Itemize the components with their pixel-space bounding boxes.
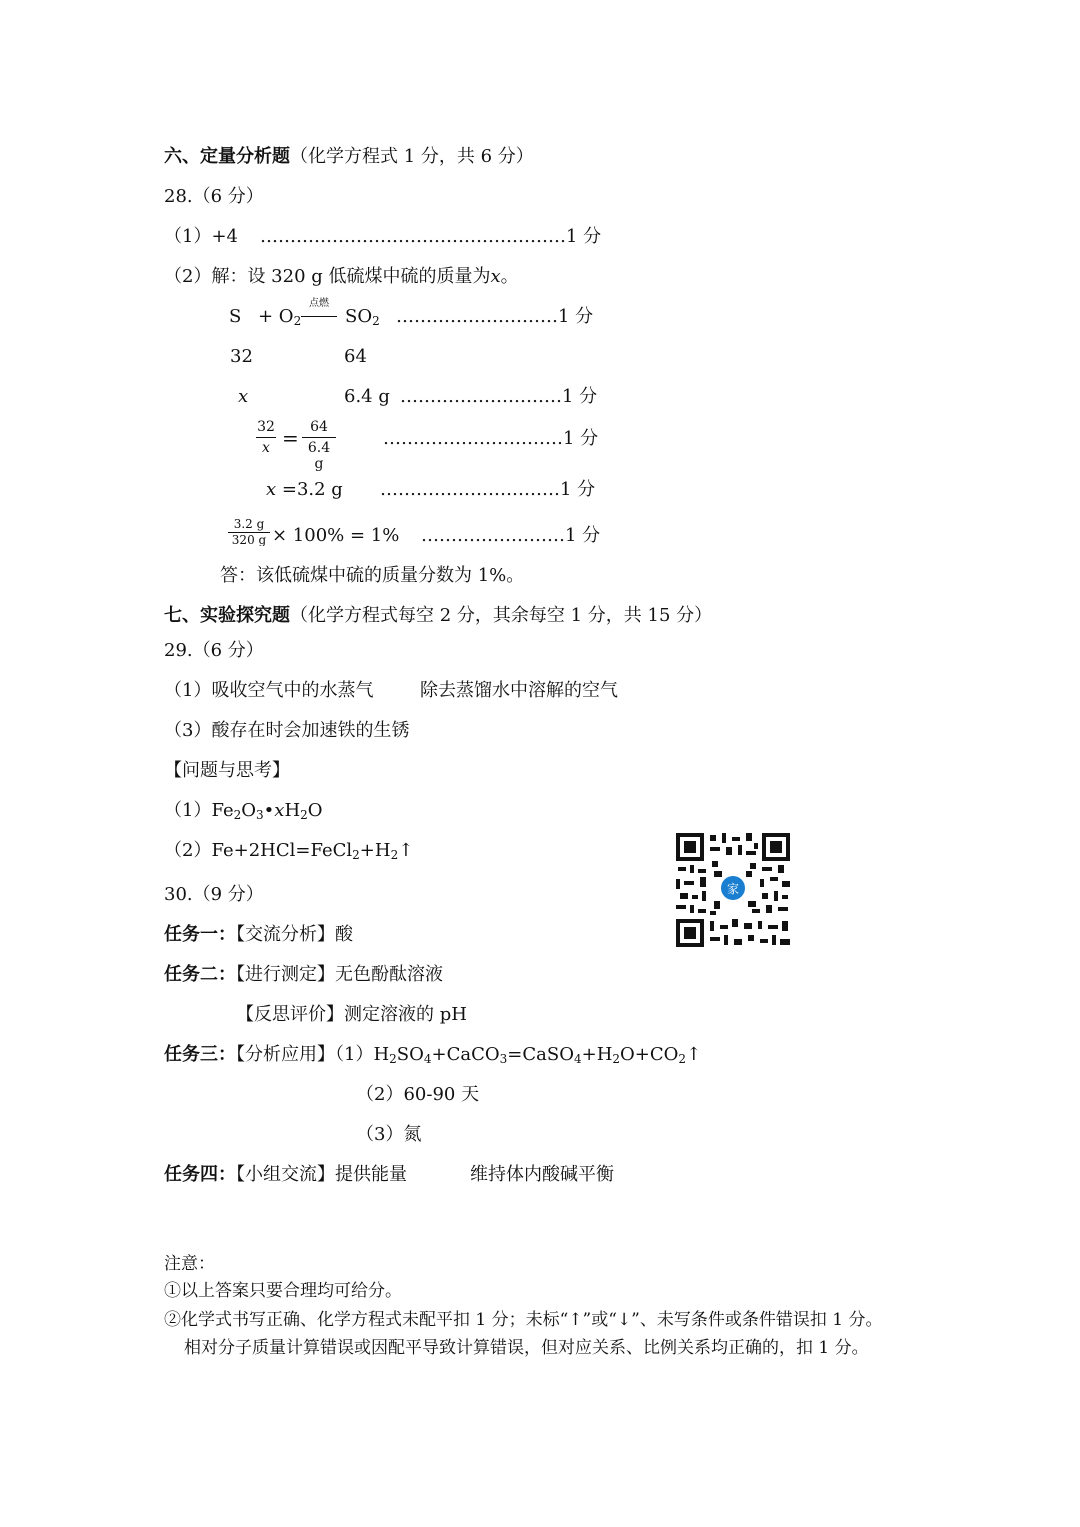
task3-tag: 【分析应用】: [236, 1044, 335, 1065]
x-result-score: …………………………1 分: [380, 479, 596, 500]
frac2-bar: [302, 437, 336, 438]
t3-e: +H: [581, 1044, 613, 1065]
q29-line1b: 除去蒸馏水中溶解的空气: [420, 680, 618, 701]
section-7-note: （化学方程式每空 2 分，其余每空 1 分，共 15 分）: [290, 605, 713, 626]
equation-condition: 点燃: [309, 298, 329, 309]
note-1: ①以上答案只要合理均可给分。: [164, 1281, 402, 1301]
equation-arrow-line: [301, 316, 337, 317]
t3-s3: 3: [499, 1052, 508, 1066]
section-6-note: （化学方程式 1 分，共 6 分）: [290, 146, 534, 167]
qr-center-char: 家: [726, 882, 740, 896]
task1-tag: 【交流分析】: [236, 924, 335, 945]
t1-a: （1）Fe: [164, 800, 234, 821]
row-x: x: [238, 386, 249, 407]
ratio-score: …………………………1 分: [383, 428, 599, 449]
row-6-4g: 6.4 g: [344, 386, 390, 407]
percentage-score: ……………………1 分: [421, 525, 601, 546]
t3-s1: 2: [389, 1052, 397, 1066]
task3-answer2: （2）60-90 天: [356, 1084, 480, 1105]
so2-symbol: SO: [345, 306, 373, 327]
percentage-tail: × 100% = 1%: [272, 525, 400, 546]
q30-header: 30.（9 分）: [164, 884, 264, 905]
equation-so2: [345, 306, 380, 328]
x-result-var: x: [266, 479, 277, 500]
t1-d: H: [284, 800, 301, 821]
q28-part1-score: ……………………………………………1 分: [260, 226, 602, 247]
t3-d: =CaSO: [507, 1044, 574, 1065]
task3-label: 任务三：: [164, 1044, 236, 1065]
q29-line3: （3）酸存在时会加速铁的生锈: [164, 720, 410, 741]
task4-answer1: 提供能量: [335, 1164, 407, 1185]
t3-s2: 4: [423, 1052, 432, 1066]
section-7-heading: [164, 605, 712, 627]
q28-answer: 答：该低硫煤中硫的质量分数为 1%。: [220, 565, 525, 586]
t2-c: ↑: [398, 840, 414, 861]
t3-f: O+CO: [620, 1044, 679, 1065]
equation-score: ………………………1 分: [396, 306, 594, 327]
t3-s4: 4: [573, 1052, 582, 1066]
task4: [164, 1164, 407, 1186]
o2-sub: 2: [293, 314, 302, 328]
t2-sub2: 2: [390, 848, 399, 862]
section-6-heading: [164, 146, 534, 168]
note-2: ②化学式书写正确、化学方程式未配平扣 1 分；未标“↑”或“↓”、未写条件或条件错误扣 1 分。: [164, 1310, 883, 1330]
q28-part2-var: x: [490, 266, 501, 287]
fraction-32-over-x: [256, 419, 276, 456]
task3: [164, 1044, 701, 1066]
task2-answer: 无色酚酞溶液: [335, 964, 443, 985]
task3-answer3: （3）氮: [356, 1124, 422, 1145]
t3-s5: 2: [612, 1052, 621, 1066]
t2-b: +H: [359, 840, 391, 861]
notes-title: 注意：: [164, 1254, 215, 1274]
t1-sub3: 2: [300, 808, 308, 822]
task1-answer: 酸: [335, 924, 353, 945]
equation-o2: [258, 306, 301, 328]
task2: [164, 964, 443, 986]
row-x-score: ………………………1 分: [400, 386, 598, 407]
frac1-num: 32: [257, 419, 275, 435]
q29-think-heading: 【问题与思考】: [164, 760, 290, 781]
task2-reflect: [236, 1004, 467, 1026]
x-result: [266, 479, 343, 501]
pct-den: 320 g: [231, 533, 267, 546]
task2-tag: 【进行测定】: [236, 964, 335, 985]
t1-c: •: [263, 800, 275, 821]
t3-b: SO: [396, 1044, 424, 1065]
ratio-equals: =: [282, 426, 299, 450]
q28-part2: [164, 266, 519, 288]
mass-64: 64: [344, 346, 367, 367]
task2-tag2: 【反思评价】: [236, 1004, 344, 1025]
t1-e: O: [307, 800, 323, 821]
t2-a: （2）Fe+2HCl=FeCl: [164, 840, 353, 861]
equation-s: S: [229, 306, 242, 327]
mass-32: 32: [230, 346, 253, 367]
task4-tag: 【小组交流】: [236, 1164, 335, 1185]
so2-sub: 2: [372, 314, 380, 328]
t1-sub2: 3: [256, 808, 264, 822]
fraction-percentage: [228, 518, 270, 546]
q29-line1a: （1）吸收空气中的水蒸气: [164, 680, 374, 701]
t1-sub1: 2: [233, 808, 242, 822]
qr-code-icon: [674, 831, 792, 949]
frac2-num: 64: [310, 419, 328, 435]
t3-c: +CaCO: [431, 1044, 500, 1065]
t2-sub1: 2: [352, 848, 360, 862]
section-6-title: 六、定量分析题: [164, 146, 290, 167]
frac1-den: x: [262, 440, 270, 456]
task2-answer2: 测定溶液的 pH: [344, 1004, 467, 1025]
section-7-title: 七、实验探究题: [164, 605, 290, 626]
q28-header: 28.（6 分）: [164, 186, 264, 207]
t3-s6: 2: [678, 1052, 687, 1066]
task1: [164, 924, 353, 946]
task4-answer2: 维持体内酸碱平衡: [470, 1164, 614, 1185]
t1-b: O: [241, 800, 257, 821]
task1-label: 任务一：: [164, 924, 236, 945]
x-result-value: =3.2 g: [276, 479, 343, 500]
q29-think-2: [164, 840, 413, 862]
t3-g: ↑: [686, 1044, 702, 1065]
frac2-den: 6.4 g: [307, 440, 331, 472]
o2-symbol: + O: [258, 306, 294, 327]
t3-a: （1）H: [335, 1044, 390, 1065]
q28-part1: （1）+4: [164, 226, 238, 247]
task4-label: 任务四：: [164, 1164, 236, 1185]
q29-header: 29.（6 分）: [164, 640, 264, 661]
task2-label: 任务二：: [164, 964, 236, 985]
q29-think-1: [164, 800, 323, 822]
pct-num: 3.2 g: [233, 518, 265, 531]
note-3: 相对分子质量计算错误或因配平导致计算错误，但对应关系、比例关系均正确的，扣 1 分。: [184, 1338, 869, 1358]
q28-part2-text: （2）解：设 320 g 低硫煤中硫的质量为: [164, 266, 491, 287]
fraction-64-over-6-4g: [302, 419, 336, 472]
q28-part2-end: 。: [500, 266, 519, 287]
t1-x: x: [274, 800, 285, 821]
frac1-bar: [256, 437, 276, 438]
